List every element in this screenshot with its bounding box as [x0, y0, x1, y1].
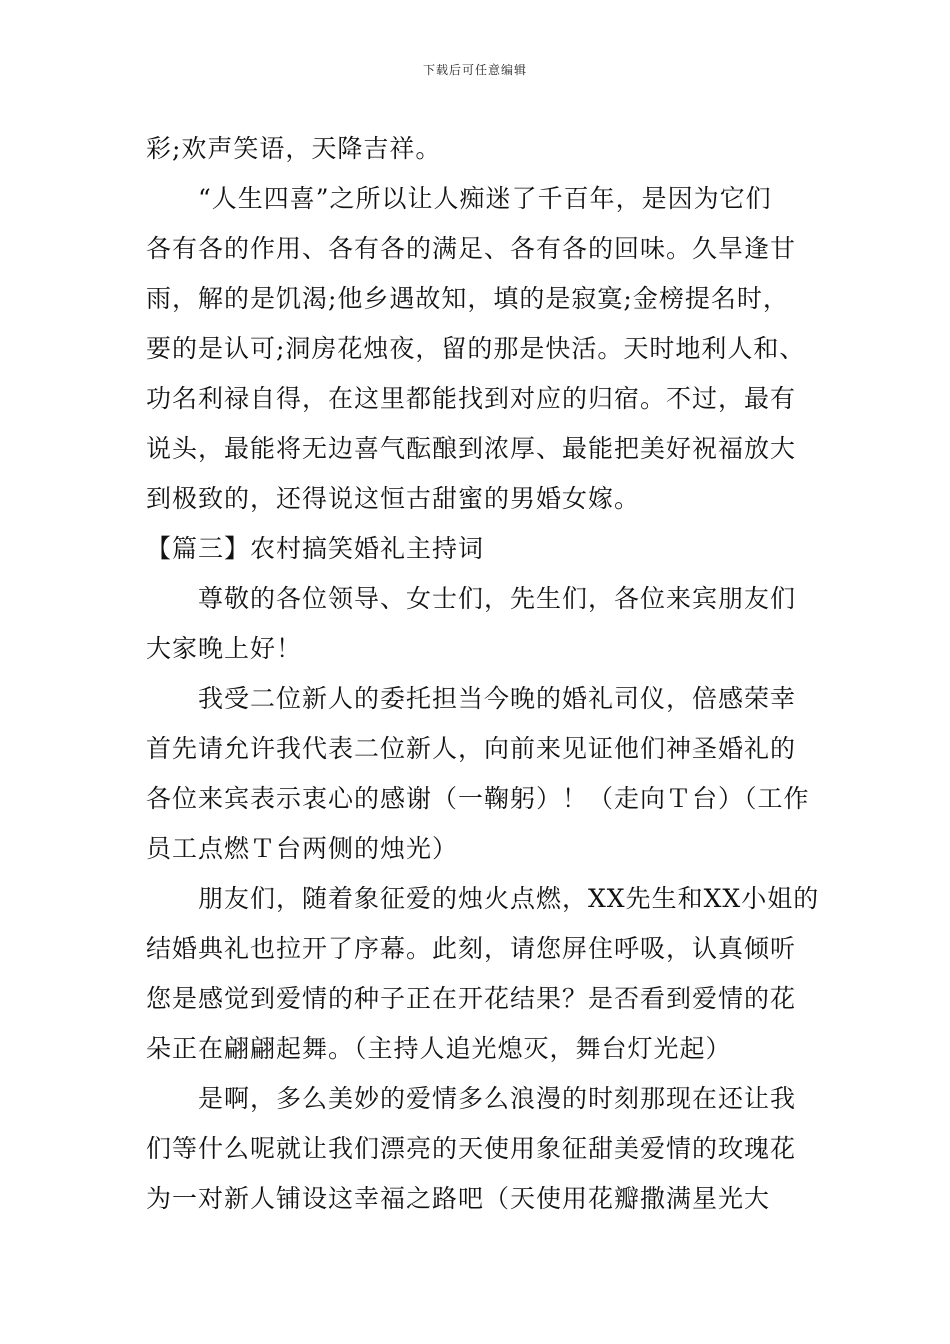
text-line: 到极致的，还得说这恒古甜蜜的男婚女嫁。: [146, 484, 641, 513]
section-heading: 【篇三】农村搞笑婚礼主持词: [146, 534, 485, 563]
text-line: 各位来宾表示衷心的感谢（一鞠躬）！（走向Ｔ台）（工作: [146, 784, 810, 813]
text-line: 功名利禄自得，在这里都能找到对应的归宿。不过，最有: [146, 384, 797, 413]
text-line: 们等什么呢就让我们漂亮的天使用象征甜美爱情的玫瑰花: [146, 1134, 797, 1163]
text-line: “人生四喜”之所以让人痴迷了千百年，是因为它们: [198, 184, 772, 213]
text-line: 是啊，多么美妙的爱情多么浪漫的时刻那现在还让我: [198, 1084, 797, 1113]
text-line: 尊敬的各位领导、女士们，先生们，各位来宾朋友们: [198, 584, 797, 613]
text-line: 您是感觉到爱情的种子正在开花结果？是否看到爱情的花: [146, 984, 797, 1013]
text-line: 为一对新人铺设这幸福之路吧（天使用花瓣撒满星光大: [146, 1184, 771, 1213]
text-line: 要的是认可;洞房花烛夜，留的那是快活。天时地利人和、: [146, 334, 806, 363]
text-line: 朵正在翩翩起舞。（主持人追光熄灭，舞台灯光起）: [146, 1034, 732, 1063]
text-line: 说头，最能将无边喜气酝酿到浓厚、最能把美好祝福放大: [146, 434, 797, 463]
document-body: [146, 124, 820, 1224]
text-line: 彩;欢声笑语，天降吉祥。: [146, 134, 442, 163]
text-line: 大家晚上好！: [146, 634, 303, 663]
page-header: 下载后可任意编辑: [422, 63, 527, 77]
text-line: 我受二位新人的委托担当今晚的婚礼司仪，倍感荣幸: [198, 684, 797, 713]
text-line: 各有各的作用、各有各的满足、各有各的回味。久旱逢甘: [146, 234, 797, 263]
text-line: 员工点燃Ｔ台两侧的烛光）: [146, 834, 459, 863]
text-line: 结婚典礼也拉开了序幕。此刻，请您屏住呼吸，认真倾听: [146, 934, 797, 963]
text-line: 朋友们，随着象征爱的烛火点燃，XX先生和XX小姐的: [198, 884, 820, 913]
text-line: 雨，解的是饥渴;他乡遇故知，填的是寂寞;金榜提名时，: [146, 284, 789, 313]
text-line: 首先请允许我代表二位新人，向前来见证他们神圣婚礼的: [146, 734, 797, 763]
